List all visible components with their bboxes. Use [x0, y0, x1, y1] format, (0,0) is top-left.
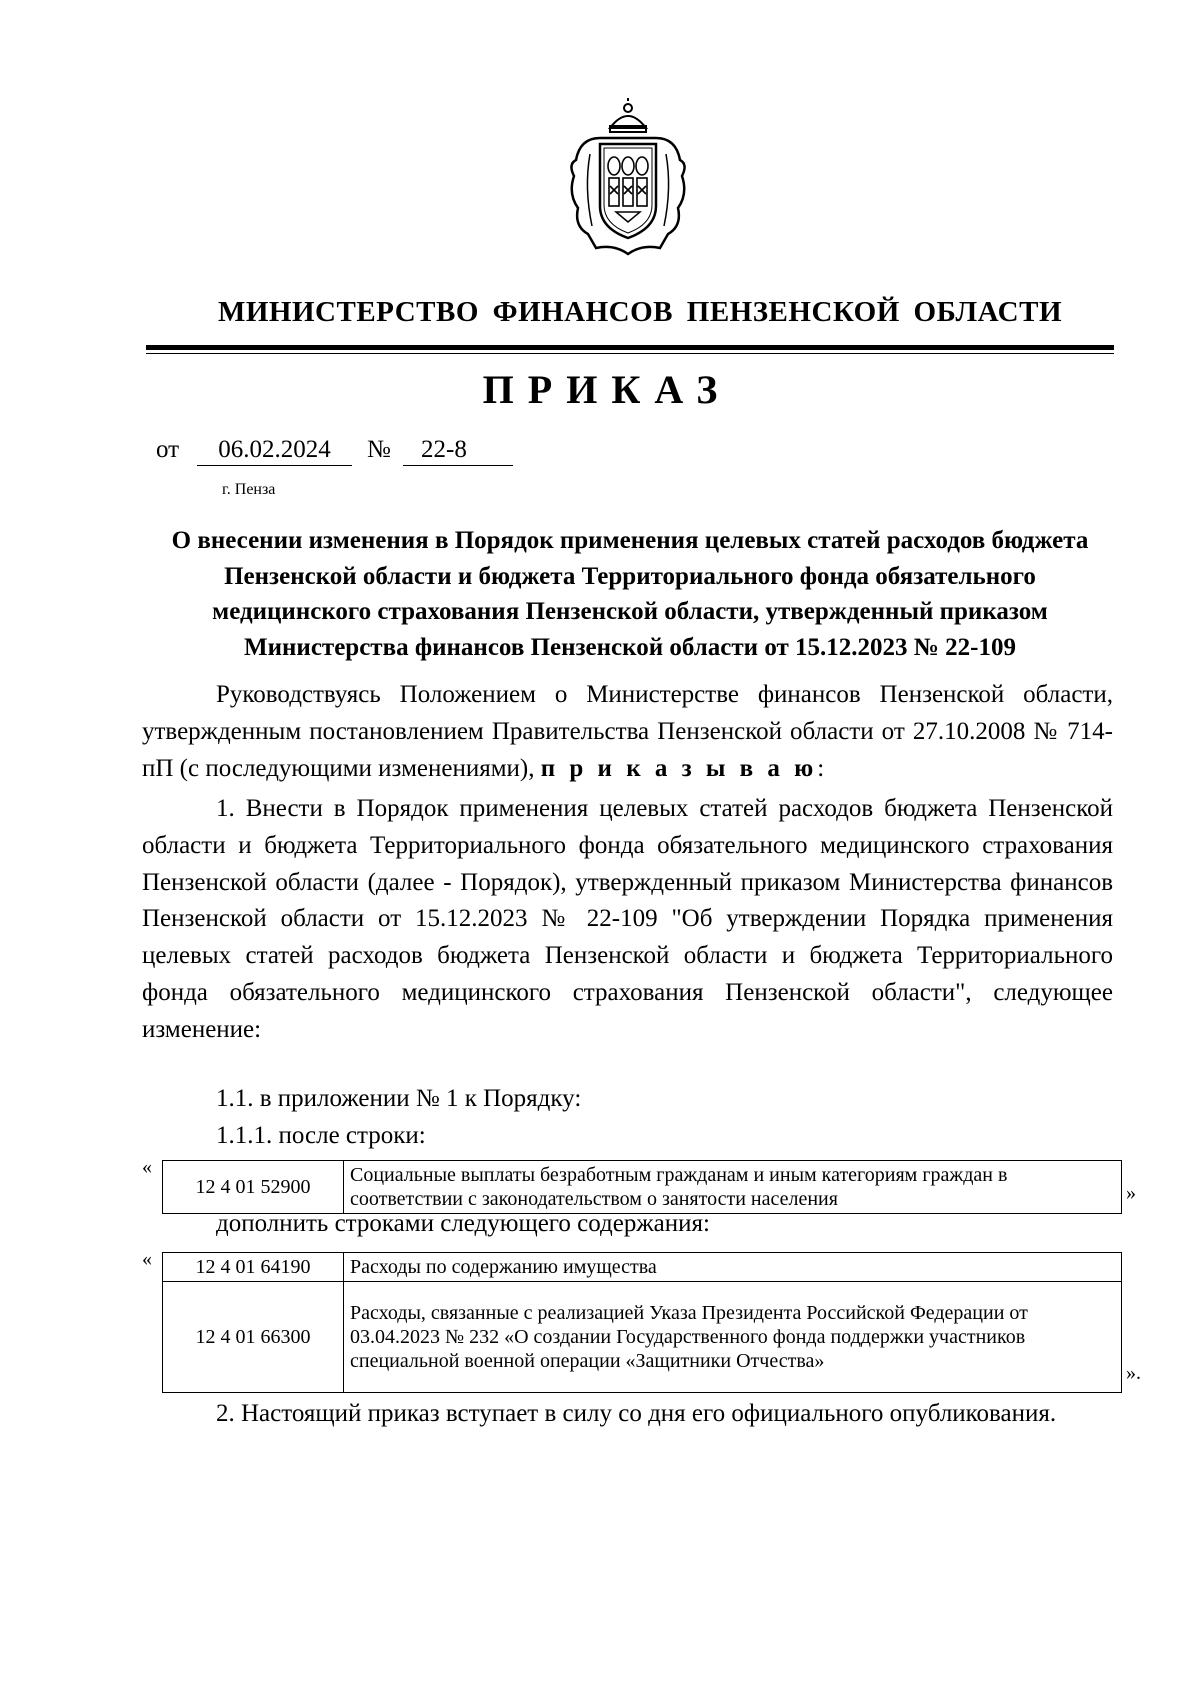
document-type: ПРИКАЗ: [482, 367, 732, 412]
row-description: Расходы, связанные с реализацией Указа Президента Российской Федерации от 03.04.2023 № 232 «О создании Государственного фонда поддержки участников специальной военной операции «Защитники Отчества»: [344, 1282, 1122, 1393]
preamble-directive: п р и к а з ы в а ю: [540, 755, 818, 782]
document-number: 22-8: [403, 436, 513, 466]
table-row: [163, 1253, 1122, 1282]
table-row: [163, 1161, 1122, 1214]
preamble-colon: :: [817, 755, 825, 782]
document-title: О внесении изменения в Порядок применения целевых статей расходов бюджета Пензенской области и бюджета Территориального фонда обязательного медицинского страхования Пензенской области, утвержденный приказом Министерства финансов Пензенской области от 15.12.2023 № 22-109: [171, 527, 1089, 661]
open-quote-2: «: [142, 1248, 152, 1270]
preamble-paragraph: [142, 676, 1113, 787]
city: г. Пенза: [222, 481, 276, 498]
ministry-name: МИНИСТЕРСТВО ФИНАНСОВ ПЕНЗЕНСКОЙ ОБЛАСТИ: [217, 296, 1063, 328]
number-sign: №: [367, 436, 391, 463]
date-prefix: от: [156, 436, 180, 463]
row-code: 12 4 01 66300: [163, 1282, 344, 1393]
row-description: Социальные выплаты безработным гражданам и иным категориям граждан в соответствии с законодательством о занятости населения: [344, 1161, 1122, 1214]
add-rows-text: дополнить строками следующего содержания:: [216, 1210, 710, 1237]
coat-of-arms-emblem: [566, 98, 690, 258]
item-1-paragraph: 1. Внести в Порядок применения целевых статей расходов бюджета Пензенской области и бюджета Территориального фонда обязательного медицинского страхования Пензенской области (далее - Порядок), утвержденный приказом Министерства финансов Пензенской области от 15.12.2023 № 22-109 "Об утверждении Порядка применения целевых статей расходов бюджета Пензенской области и бюджета Территориального фонда обязательного медицинского страхования Пензенской области", следующее изменение:: [142, 795, 1113, 1043]
row-code: 12 4 01 64190: [163, 1253, 344, 1282]
existing-row-table: [162, 1160, 1122, 1214]
close-quote-1: »: [1126, 1182, 1136, 1204]
added-rows-table: [162, 1252, 1122, 1393]
document-date: 06.02.2024: [197, 436, 352, 466]
close-quote-2: ».: [1126, 1362, 1141, 1384]
row-description: Расходы по содержанию имущества: [344, 1253, 1122, 1282]
item-2-paragraph: 2. Настоящий приказ вступает в силу со дня его официального опубликования.: [216, 1400, 1057, 1427]
item-1-1-1: 1.1.1. после строки:: [216, 1122, 426, 1149]
item-1-1: 1.1. в приложении № 1 к Порядку:: [216, 1085, 582, 1112]
header-rule-thin: [146, 353, 1114, 354]
table-row: [163, 1282, 1122, 1393]
preamble-text: Руководствуясь Положением о Министерстве финансов Пензенской области, утвержденным постановлением Правительства Пензенской области от 27.10.2008 № 714-пП (с последующими изменениями),: [142, 681, 1113, 782]
open-quote-1: «: [142, 1156, 152, 1178]
row-code: 12 4 01 52900: [163, 1161, 344, 1214]
header-rule-thick: [146, 345, 1114, 350]
